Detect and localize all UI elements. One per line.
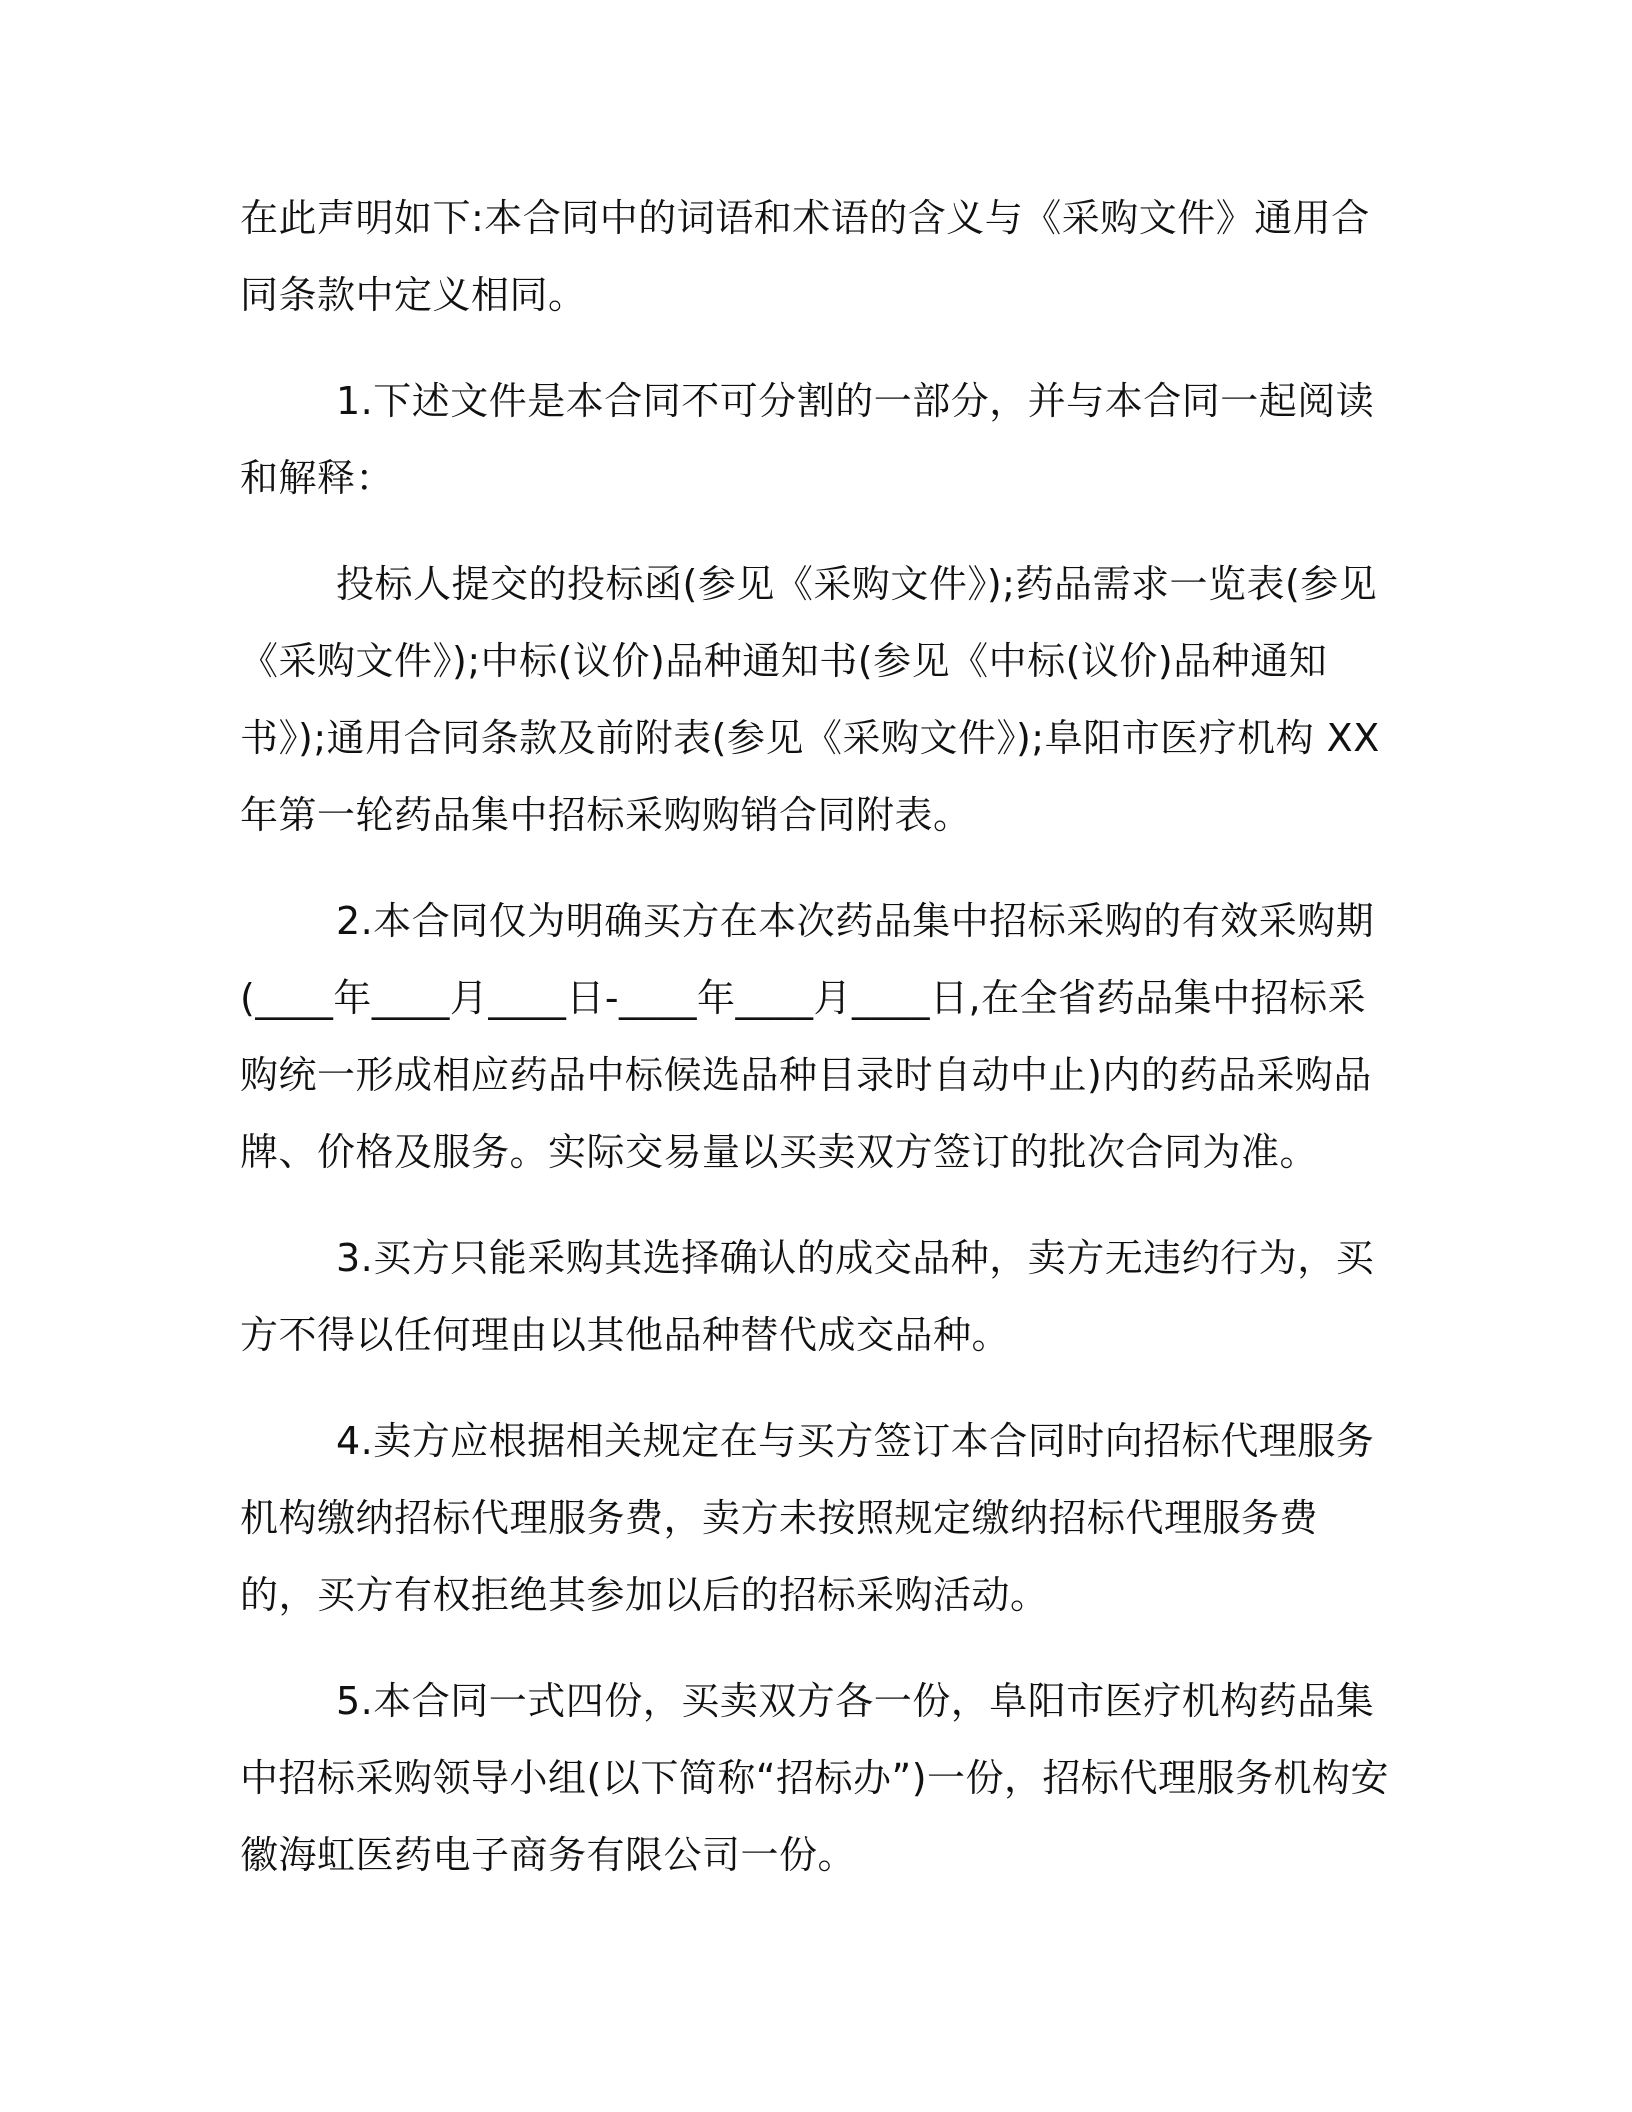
paragraph-clause-1: 1.下述文件是本合同不可分割的一部分，并与本合同一起阅读和解释： xyxy=(240,379,1375,500)
paragraph-clause-2: 2.本合同仅为明确买方在本次药品集中招标采购的有效采购期(____年____月____日-____年____月____日,在全省药品集中招标采购统一形成相应药品中标候选品种目录时自动中止)内的药品采购品牌、价格及服务。实际交易量以买卖双方签订的批次合同为准。 xyxy=(240,899,1375,1174)
document-body xyxy=(240,180,1390,1894)
paragraph-clause-5: 5.本合同一式四份，买卖双方各一份，阜阳市医疗机构药品集中招标采购领导小组(以下简称“招标办”)一份，招标代理服务机构安徽海虹医药电子商务有限公司一份。 xyxy=(240,1679,1390,1877)
paragraph-intro: 在此声明如下:本合同中的词语和术语的含义与《采购文件》通用合同条款中定义相同。 xyxy=(240,196,1370,317)
paragraph-clause-4: 4.卖方应根据相关规定在与买方签订本合同时向招标代理服务机构缴纳招标代理服务费，卖方未按照规定缴纳招标代理服务费的，买方有权拒绝其参加以后的招标采购活动。 xyxy=(240,1419,1375,1617)
paragraph-clause-3: 3.买方只能采购其选择确认的成交品种，卖方无违约行为，买方不得以任何理由以其他品种替代成交品种。 xyxy=(240,1236,1375,1357)
paragraph-clause-1-documents: 投标人提交的投标函(参见《采购文件》);药品需求一览表(参见《采购文件》);中标(议价)品种通知书(参见《中标(议价)品种通知书》);通用合同条款及前附表(参见《采购文件》);阜阳市医疗机构 XX 年第一轮药品集中招标采购购销合同附表。 xyxy=(240,562,1380,837)
